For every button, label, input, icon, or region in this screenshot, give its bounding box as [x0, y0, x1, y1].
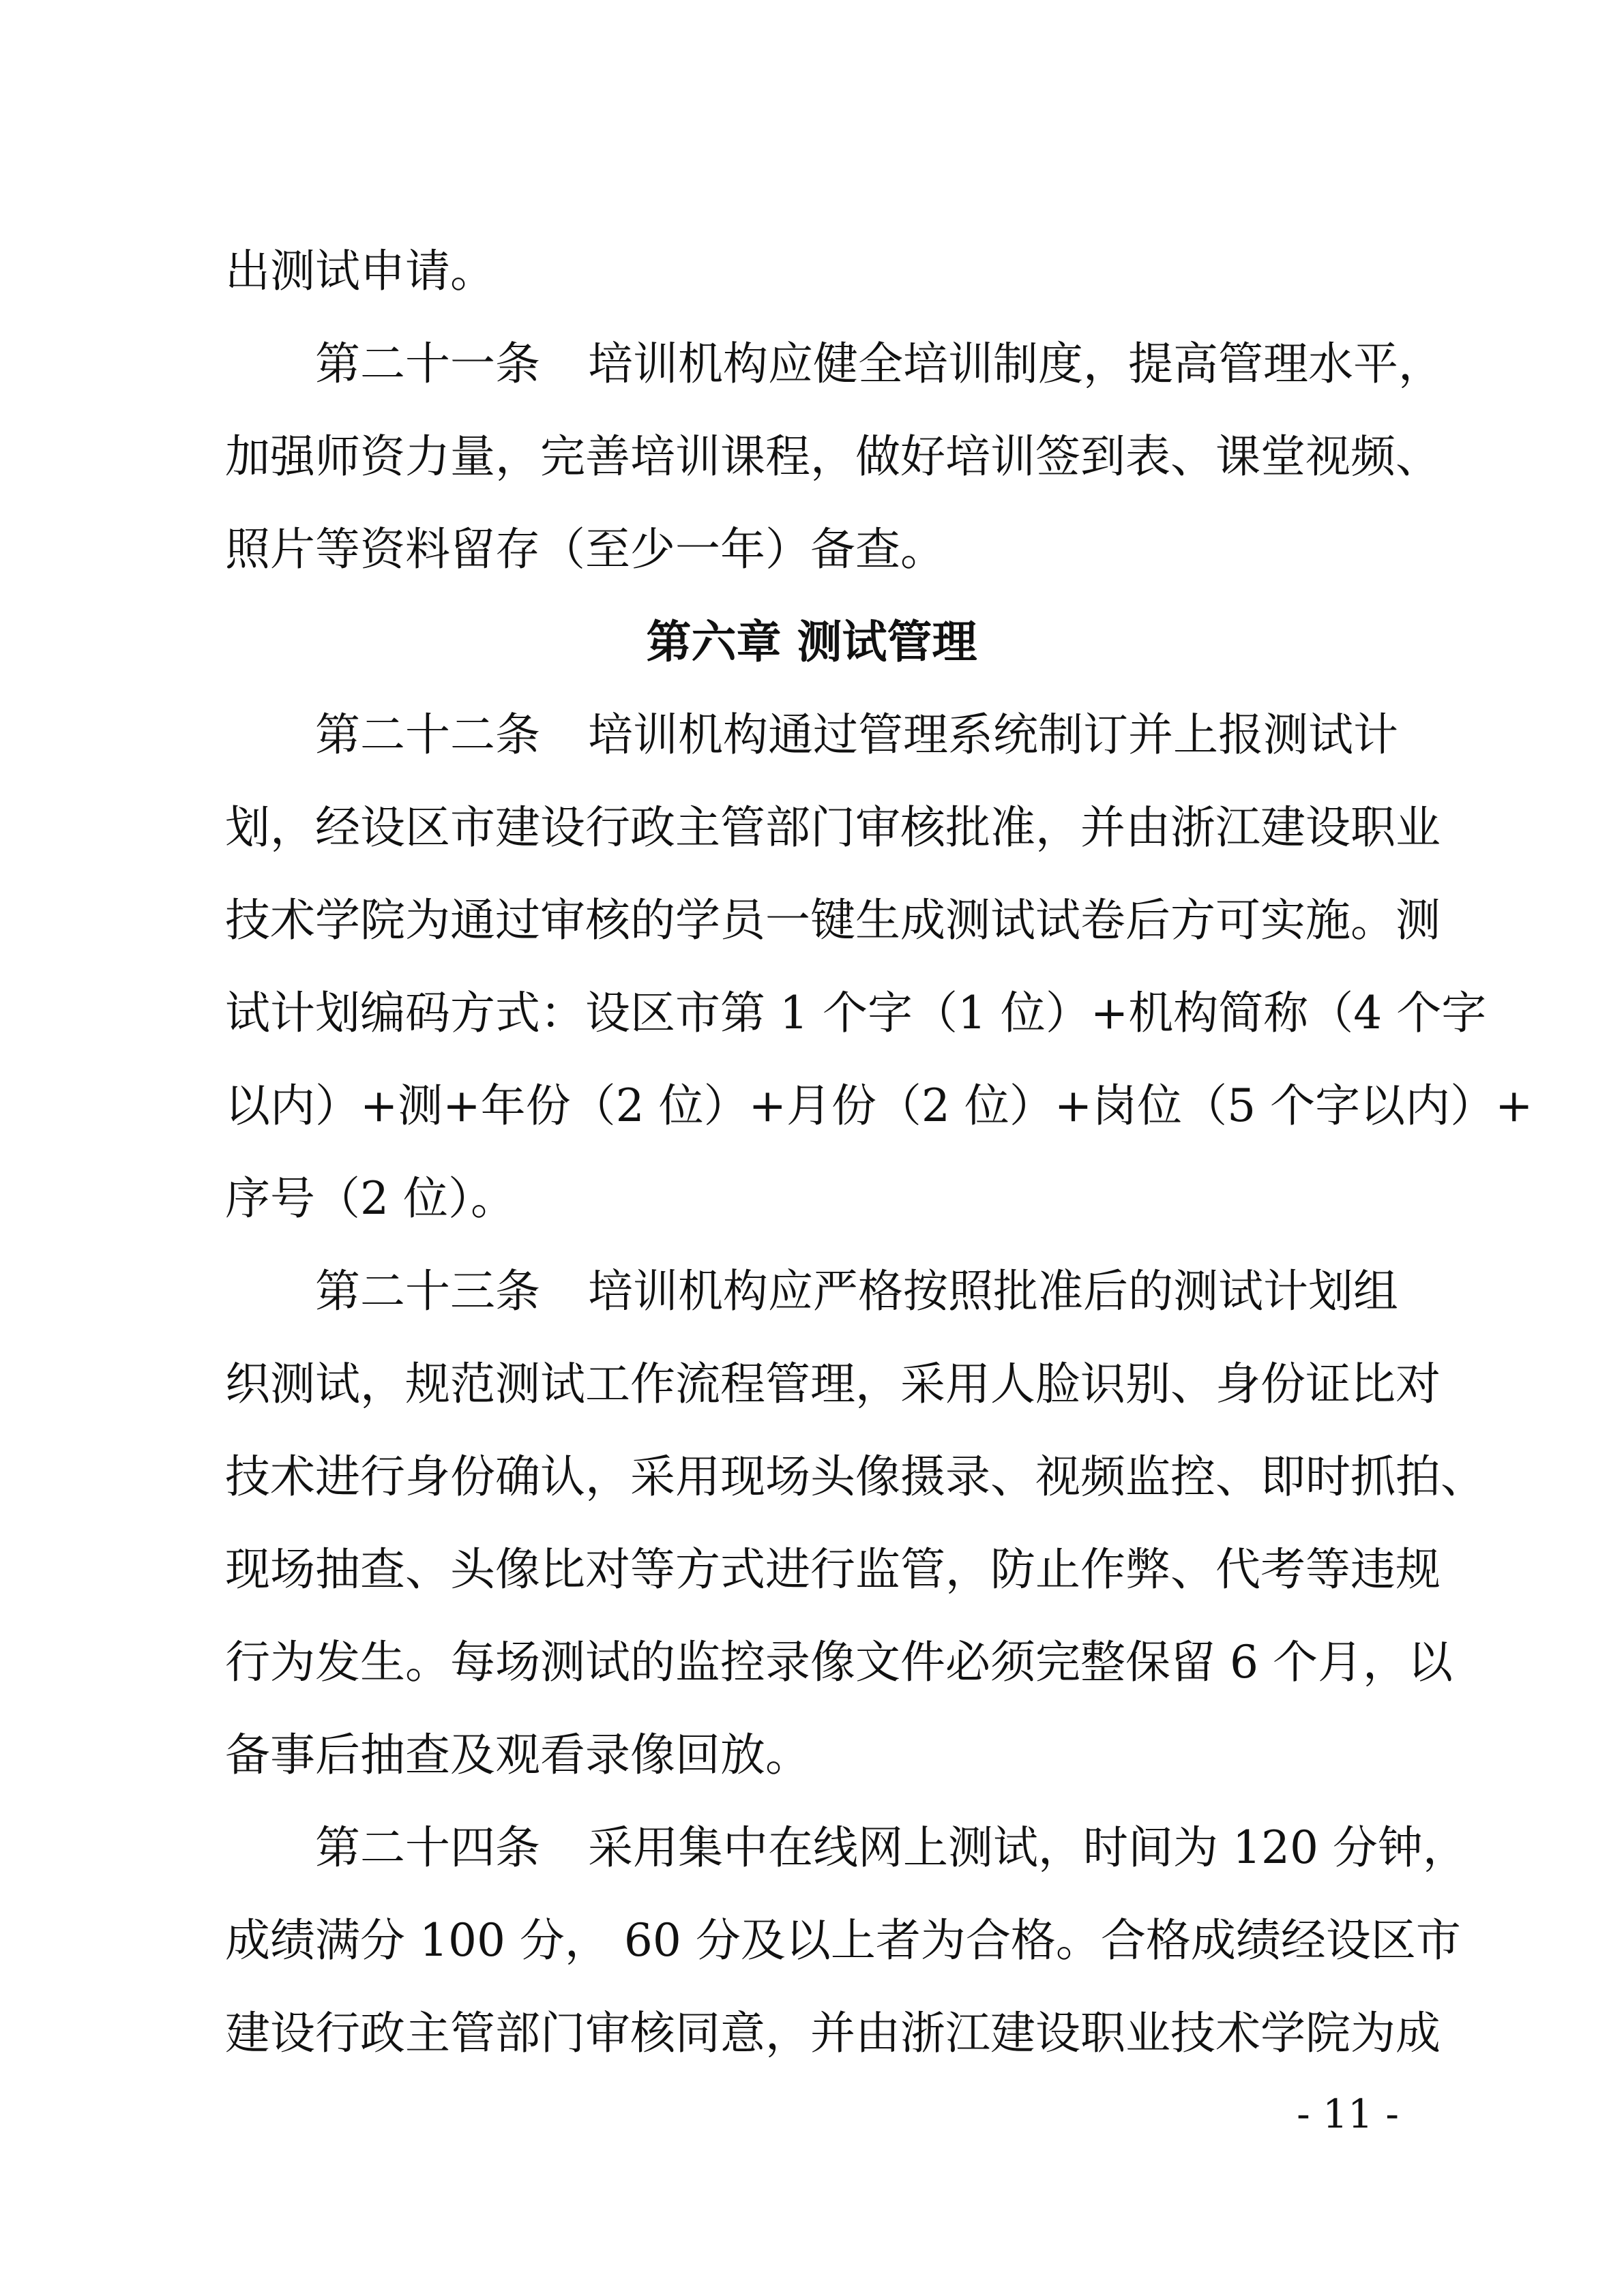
article-21-line: 照片等资料留存（至少一年）备查。: [225, 523, 945, 576]
article-22-line: 以内）+测+年份（2 位）+月份（2 位）+岗位（5 个字以内）+: [225, 1079, 1533, 1132]
chapter-heading: 第六章 测试管理: [646, 616, 977, 668]
article-22-line: 试计划编码方式：设区市第 1 个字（1 位）+机构简称（4 个字: [225, 987, 1487, 1039]
page-number: - 11 -: [1297, 2091, 1399, 2137]
article-23-line: 技术进行身份确认，采用现场头像摄录、视频监控、即时抓拍、: [225, 1450, 1486, 1503]
article-23-text: 培训机构应严格按照批准后的测试计划组: [588, 1265, 1398, 1317]
article-23-line: 备事后抽查及观看录像回放。: [225, 1729, 810, 1781]
article-24-text: 采用集中在线网上测试，时间为 120 分钟，: [588, 1821, 1468, 1874]
article-22-number: 第二十二条: [315, 709, 540, 761]
article-21-text: 培训机构应健全培训制度，提高管理水平，: [588, 338, 1443, 390]
article-23-first-line: [225, 1245, 1398, 1338]
paragraph-continuation: 出测试申请。: [225, 245, 495, 297]
article-22-text: 培训机构通过管理系统制订并上报测试计: [588, 709, 1398, 761]
article-22-line: 序号（2 位）。: [225, 1172, 516, 1225]
article-22-line: 技术学院为通过审核的学员一键生成测试试卷后方可实施。测: [225, 894, 1441, 946]
article-22-first-line: [225, 689, 1398, 781]
article-24-first-line: [225, 1802, 1468, 1894]
article-21-line: 加强师资力量，完善培训课程，做好培训签到表、课堂视频、: [225, 430, 1441, 483]
article-23-line: 行为发生。每场测试的监控录像文件必须完整保留 6 个月，以: [225, 1636, 1453, 1688]
article-23-line: 织测试，规范测试工作流程管理，采用人脸识别、身份证比对: [225, 1358, 1441, 1410]
article-23-number: 第二十三条: [315, 1265, 540, 1317]
article-24-line: 成绩满分 100 分， 60 分及以上者为合格。合格成绩经设区市: [225, 1914, 1461, 1967]
article-22-line: 划，经设区市建设行政主管部门审核批准，并由浙江建设职业: [225, 801, 1441, 854]
article-24-line: 建设行政主管部门审核同意，并由浙江建设职业技术学院为成: [225, 2007, 1441, 2059]
article-21-first-line: [225, 318, 1443, 411]
article-24-number: 第二十四条: [315, 1821, 540, 1874]
article-23-line: 现场抽查、头像比对等方式进行监管，防止作弊、代考等违规: [225, 1543, 1441, 1596]
document-body: [225, 225, 1533, 2080]
article-21-number: 第二十一条: [315, 338, 540, 390]
